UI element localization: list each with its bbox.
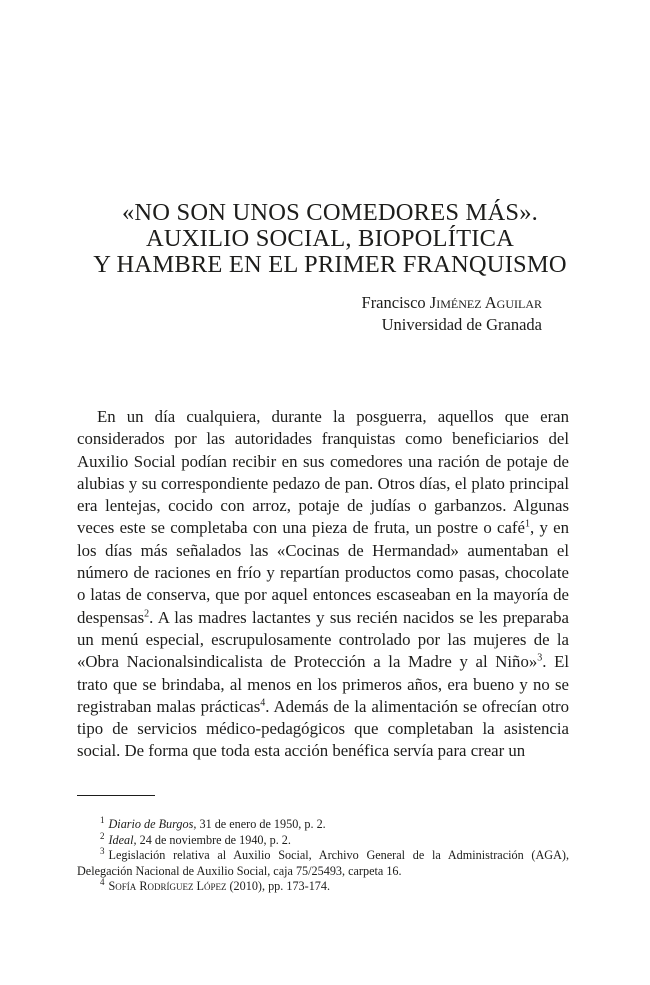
footnote-text: 31 de enero de 1950, p. 2. xyxy=(196,817,326,831)
footnote-number: 3 xyxy=(100,846,105,857)
author-name xyxy=(300,292,542,314)
author-surname: Jiménez Aguilar xyxy=(429,293,542,312)
footnote xyxy=(77,848,569,879)
footnote-number: 1 xyxy=(100,814,105,825)
footnote xyxy=(77,879,569,895)
footnote-number: 2 xyxy=(100,830,105,841)
author-first-name: Francisco xyxy=(361,293,426,312)
body-segment: , y en los días más señalados las «Cocinas de Hermandad» aumentaban el número de raciones en frío y repartían productos como pasas, chocolate o latas de conserva, que por aquel entonces escaseaban en la mayoría de despensas xyxy=(77,518,569,627)
footnote-text: 24 de noviembre de 1940, p. 2. xyxy=(136,832,291,847)
footnote-ref[interactable]: 3 xyxy=(537,652,543,664)
footnote-number: 4 xyxy=(100,877,105,888)
paragraph xyxy=(77,406,569,763)
body-segment: En un día cualquiera, durante la posguerra, aquellos que eran considerados por las autoridades franquistas como beneficiarios del Auxilio Social podían recibir en sus comedores una ración de potaje de alubias y su correspondiente pedazo de pan. Otros días, el plato principal era lentejas, cocido con arroz, potaje de judías o garbanzos. Algunas veces este se completaba con una pieza de fruta, un postre o café xyxy=(77,407,569,538)
footnote-source: Ideal, xyxy=(108,832,137,847)
author-block xyxy=(300,292,542,336)
footnote xyxy=(77,830,569,849)
footnote-ref[interactable]: 4 xyxy=(260,697,266,709)
body-segment: . A las madres lactantes y sus recién nacidos se les preparaba un menú especial, escrupulosamente controlado por las mujeres de la «Obra Nacionalsindicalista de Protección a la Madre y al Niño» xyxy=(77,607,569,672)
footnote-source: Diario de Burgos, xyxy=(108,817,197,831)
footnotes xyxy=(77,814,569,895)
footnote-text: Legislación relativa al Auxilio Social, Archivo General de la Administración (AGA), Delegación Nacional de Auxilio Social, caja 75/25493, carpeta 16. xyxy=(77,848,569,878)
footnote-separator xyxy=(77,795,155,796)
footnote-ref[interactable]: 1 xyxy=(524,518,530,530)
body-segment: . Además de la alimentación se ofrecían otro tipo de servicios médico-pedagógicos que completaban la asistencia social. De forma que toda esta acción benéfica servía para crear un xyxy=(77,696,569,761)
title-line-2: AUXILIO SOCIAL, BIOPOLÍTICA xyxy=(145,225,515,252)
author-affiliation: Universidad de Granada xyxy=(381,315,542,334)
footnote-text: (2010), pp. 173-174. xyxy=(226,879,331,894)
body-segment: . El trato que se brindaba, al menos en los primeros años, era bueno y no se registraban malas prácticas xyxy=(77,652,569,716)
footnote-author: Sofía Rodríguez López xyxy=(108,879,227,894)
chapter-title xyxy=(60,200,600,278)
title-line-1: «NO SON UNOS COMEDORES MÁS». xyxy=(121,199,539,226)
body-text xyxy=(77,406,569,763)
footnote-ref[interactable]: 2 xyxy=(144,608,150,620)
footnote xyxy=(77,814,569,833)
title-line-3: Y HAMBRE EN EL PRIMER FRANQUISMO xyxy=(93,251,567,278)
